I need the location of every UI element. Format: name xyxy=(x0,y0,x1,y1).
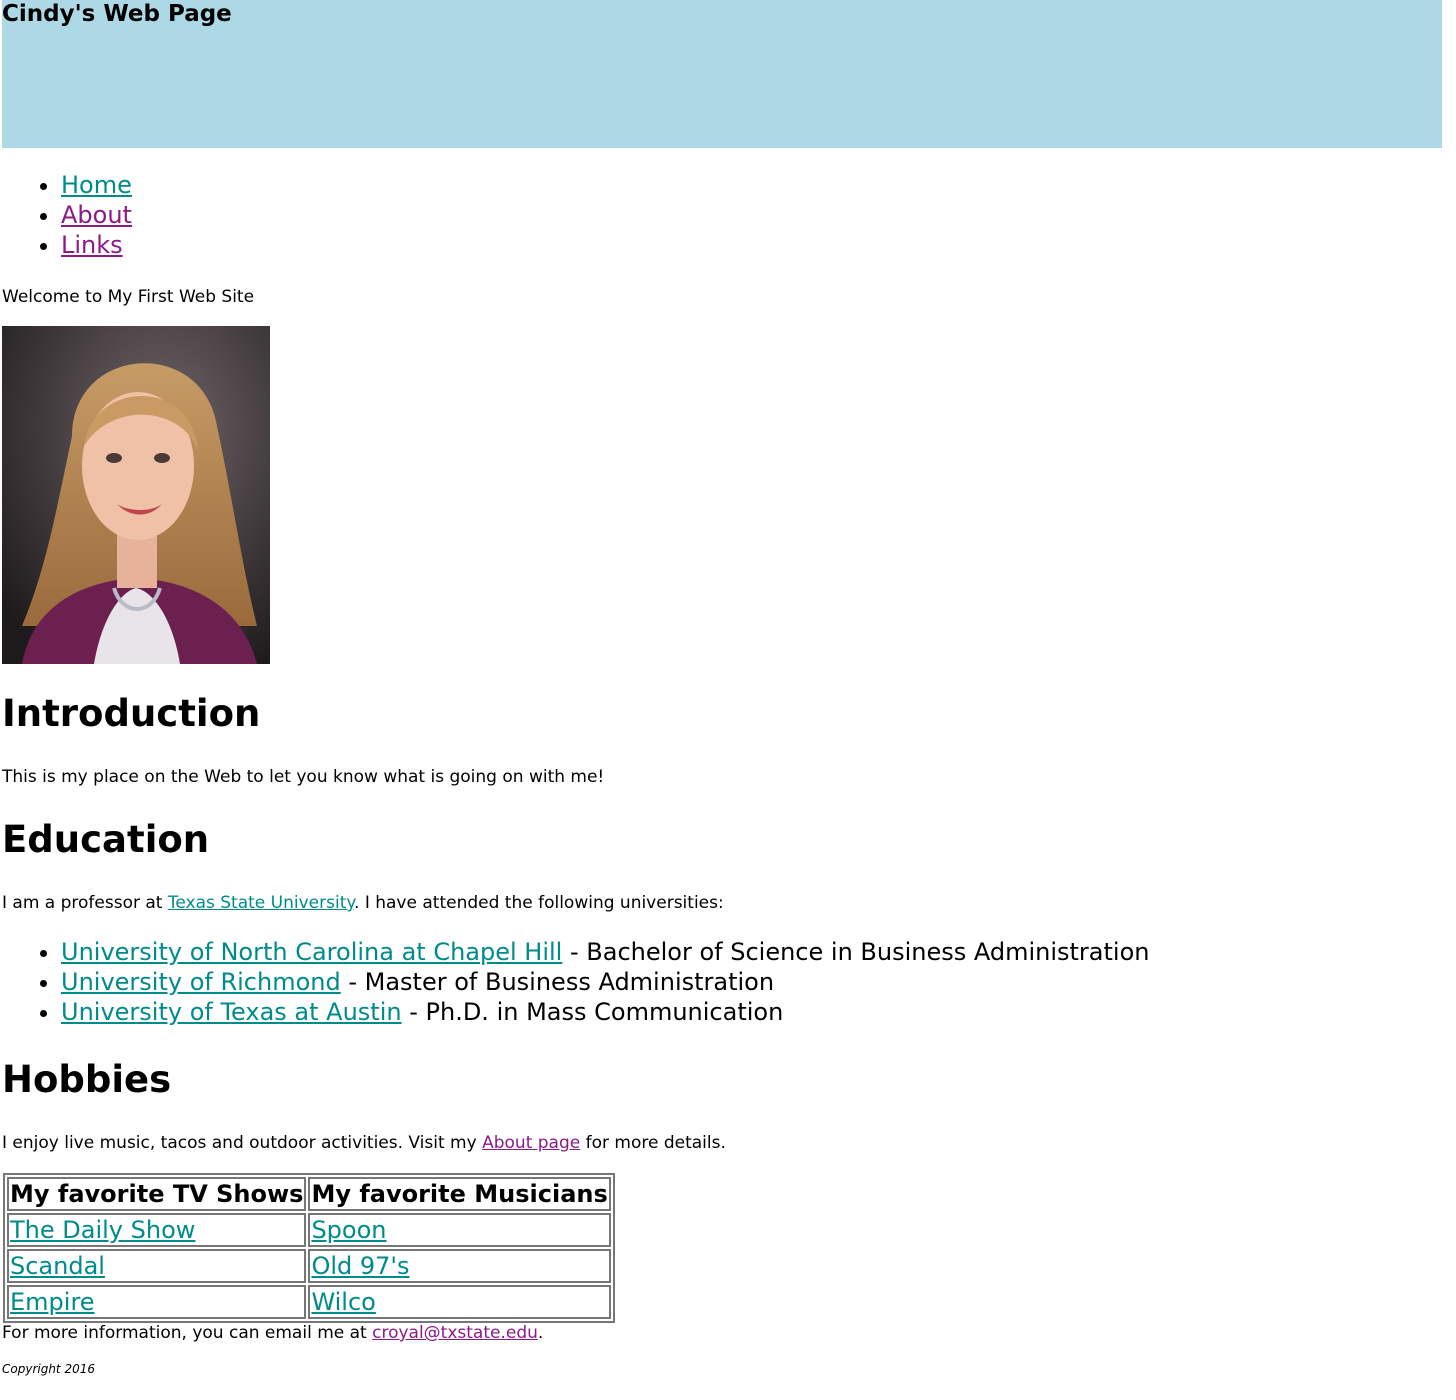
table-row xyxy=(7,1213,611,1247)
site-banner xyxy=(2,0,1442,148)
musician-link[interactable]: Wilco xyxy=(311,1288,376,1316)
hobbies-text xyxy=(2,1132,726,1154)
education-list xyxy=(2,937,1149,1027)
copyright-text: Copyright 2016 xyxy=(2,1362,95,1376)
nav-item-home xyxy=(61,170,132,200)
introduction-heading: Introduction xyxy=(2,692,261,735)
table-header-row xyxy=(7,1177,611,1211)
education-intro xyxy=(2,892,724,914)
hobbies-text-prefix: I enjoy live music, tacos and outdoor activities. Visit my xyxy=(2,1133,483,1153)
school-link-richmond[interactable]: University of Richmond xyxy=(61,968,341,996)
nav-link-home[interactable]: Home xyxy=(61,171,132,199)
table-cell xyxy=(7,1213,306,1247)
hobbies-text-suffix: for more details. xyxy=(580,1133,726,1153)
education-intro-prefix: I am a professor at xyxy=(2,893,168,913)
contact-suffix: . xyxy=(537,1323,544,1343)
hobbies-heading: Hobbies xyxy=(2,1058,172,1101)
musician-link[interactable]: Spoon xyxy=(311,1216,387,1244)
portrait-photo xyxy=(2,326,270,664)
email-link[interactable]: croyal@txstate.edu xyxy=(372,1323,538,1343)
nav-item-about xyxy=(61,200,132,230)
education-heading: Education xyxy=(2,818,210,861)
table-cell xyxy=(7,1249,306,1283)
texas-state-link[interactable]: Texas State University xyxy=(167,893,355,913)
column-header-musicians: My favorite Musicians xyxy=(308,1177,610,1211)
table-row xyxy=(7,1249,611,1283)
degree-text: - Ph.D. in Mass Communication xyxy=(401,998,784,1026)
degree-text: - Bachelor of Science in Business Administration xyxy=(562,938,1150,966)
list-item xyxy=(61,937,1149,967)
musician-link[interactable]: Old 97's xyxy=(311,1252,410,1280)
main-nav xyxy=(2,170,132,260)
column-header-tv-shows: My favorite TV Shows xyxy=(7,1177,306,1211)
nav-link-links[interactable]: Links xyxy=(61,231,123,259)
contact-text xyxy=(2,1322,543,1344)
portrait-illustration xyxy=(2,326,270,664)
tv-show-link[interactable]: Scandal xyxy=(10,1252,105,1280)
nav-item-links xyxy=(61,230,132,260)
about-page-link[interactable]: About page xyxy=(482,1133,581,1153)
table-cell xyxy=(308,1249,610,1283)
tv-show-link[interactable]: Empire xyxy=(10,1288,95,1316)
table-cell xyxy=(308,1213,610,1247)
table-cell xyxy=(308,1285,610,1319)
education-intro-suffix: . I have attended the following universities: xyxy=(354,893,724,913)
school-link-ut-austin[interactable]: University of Texas at Austin xyxy=(61,998,402,1026)
school-link-unc[interactable]: University of North Carolina at Chapel Hill xyxy=(61,938,563,966)
nav-link-about[interactable]: About xyxy=(61,201,132,229)
tv-show-link[interactable]: The Daily Show xyxy=(10,1216,196,1244)
welcome-text: Welcome to My First Web Site xyxy=(2,287,255,307)
list-item xyxy=(61,967,1149,997)
site-title: Cindy's Web Page xyxy=(2,1,232,27)
table-cell xyxy=(7,1285,306,1319)
table-row xyxy=(7,1285,611,1319)
contact-prefix: For more information, you can email me at xyxy=(2,1323,373,1343)
favorites-table xyxy=(3,1173,615,1323)
degree-text: - Master of Business Administration xyxy=(340,968,775,996)
introduction-text: This is my place on the Web to let you know what is going on with me! xyxy=(2,767,605,787)
list-item xyxy=(61,997,1149,1027)
